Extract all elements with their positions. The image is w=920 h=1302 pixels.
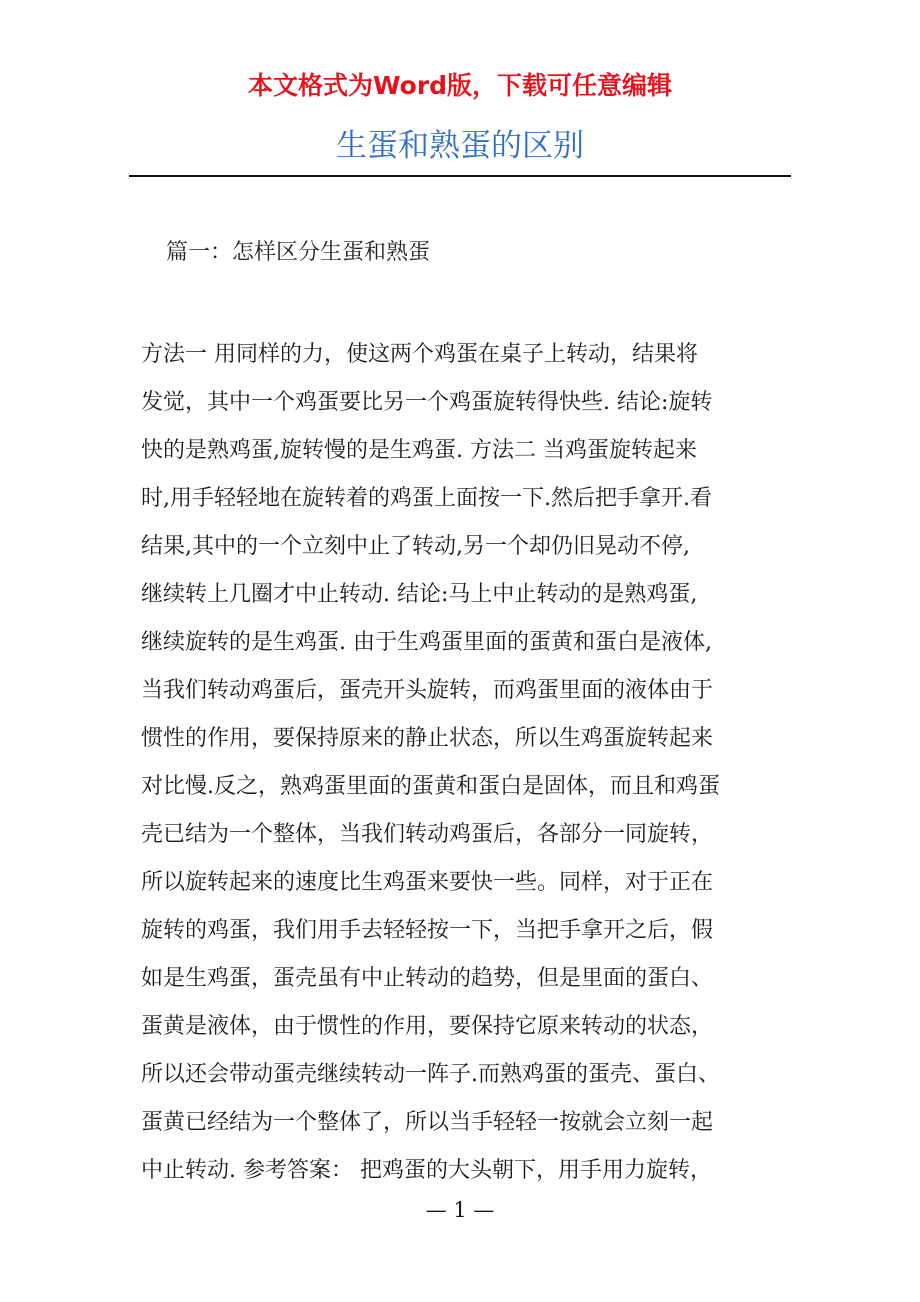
body-line: 当我们转动鸡蛋后，蛋壳开头旋转，而鸡蛋里面的液体由于: [141, 678, 714, 703]
body-line: 结果,其中的一个立刻中止了转动,另一个却仍旧晃动不停,: [141, 534, 690, 559]
body-line: 时,用手轻轻地在旋转着的鸡蛋上面按一下.然后把手拿开.看: [141, 486, 712, 511]
body-line: 发觉，其中一个鸡蛋要比另一个鸡蛋旋转得快些. 结论:旋转: [141, 390, 713, 415]
body-line: 所以旋转起来的速度比生鸡蛋来要快一些。同样，对于正在: [141, 870, 714, 895]
body-line: 所以还会带动蛋壳继续转动一阵子.而熟鸡蛋的蛋壳、蛋白、: [141, 1062, 720, 1087]
body-line: 旋转的鸡蛋，我们用手去轻轻按一下，当把手拿开之后，假: [141, 918, 714, 943]
body-line: 中止转动. 参考答案： 把鸡蛋的大头朝下，用手用力旋转，: [141, 1158, 712, 1183]
body-line: 继续旋转的是生鸡蛋. 由于生鸡蛋里面的蛋黄和蛋白是液体,: [141, 630, 712, 655]
body-line: 蛋黄是液体，由于惯性的作用，要保持它原来转动的状态，: [141, 1014, 714, 1039]
body-line: 对比慢.反之，熟鸡蛋里面的蛋黄和蛋白是固体，而且和鸡蛋: [141, 774, 720, 799]
download-banner: 本文格式为Word版，下载可任意编辑: [247, 71, 673, 100]
body-line: 快的是熟鸡蛋,旋转慢的是生鸡蛋. 方法二 当鸡蛋旋转起来: [141, 438, 697, 463]
section-heading: 篇一：怎样区分生蛋和熟蛋: [166, 240, 431, 265]
body-line: 方法一 用同样的力，使这两个鸡蛋在桌子上转动，结果将: [141, 342, 698, 367]
body-line: 蛋黄已经结为一个整体了，所以当手轻轻一按就会立刻一起: [141, 1110, 714, 1135]
page-number: — 1 —: [425, 1198, 495, 1222]
body-line: 继续转上几圈才中止转动. 结论:马上中止转动的是熟鸡蛋,: [141, 582, 698, 607]
body-line: 如是生鸡蛋，蛋壳虽有中止转动的趋势，但是里面的蛋白、: [141, 966, 714, 991]
document-title: 生蛋和熟蛋的区别: [336, 128, 584, 164]
body-line: 惯性的作用，要保持原来的静止状态，所以生鸡蛋旋转起来: [141, 726, 714, 751]
body-line: 壳已结为一个整体，当我们转动鸡蛋后，各部分一同旋转，: [141, 822, 714, 847]
title-divider: [129, 175, 791, 177]
body-paragraph: [141, 331, 793, 1195]
